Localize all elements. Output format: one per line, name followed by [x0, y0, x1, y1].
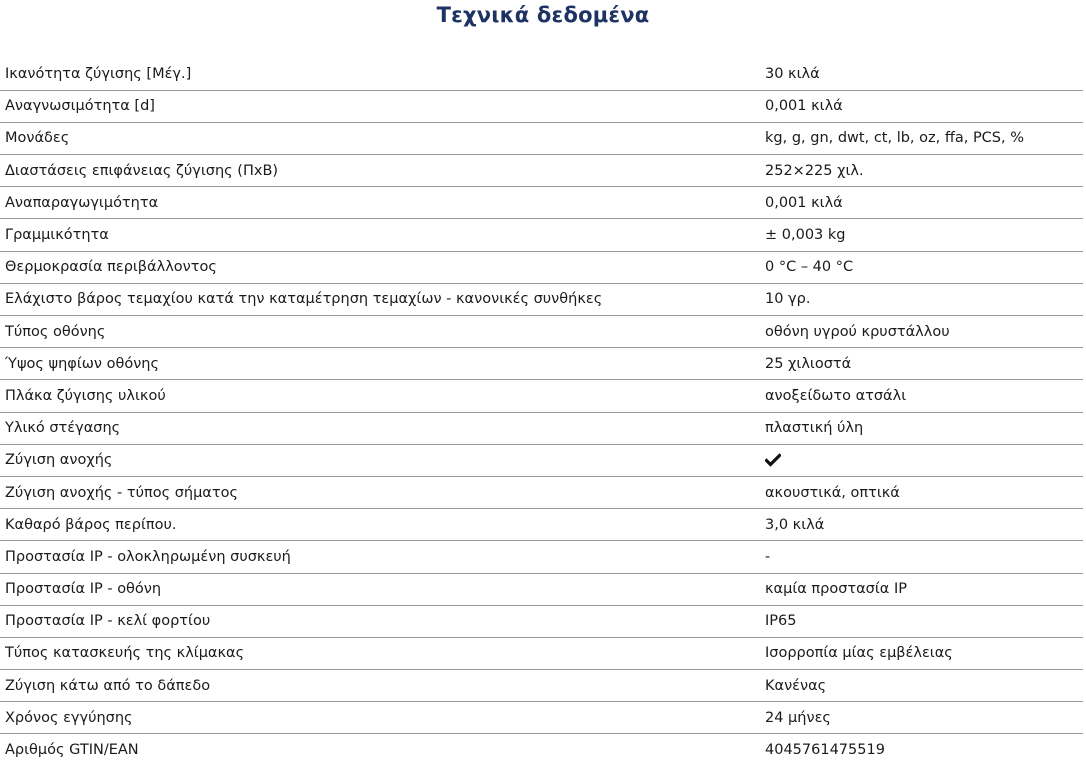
spec-row	[0, 605, 1083, 637]
spec-value: 10 γρ.	[757, 283, 1083, 315]
spec-value: οθόνη υγρού κρυστάλλου	[757, 316, 1083, 348]
spec-row	[0, 348, 1083, 380]
spec-row	[0, 380, 1083, 412]
spec-row	[0, 251, 1083, 283]
spec-value: ± 0,003 kg	[757, 219, 1083, 251]
spec-label: Πλάκα ζύγισης υλικού	[0, 380, 757, 412]
spec-row	[0, 702, 1083, 734]
page-title: Τεχνικά δεδομένα	[436, 3, 650, 27]
spec-value: IP65	[757, 605, 1083, 637]
spec-label: Ελάχιστο βάρος τεμαχίου κατά την καταμέτρηση τεμαχίων - κανονικές συνθήκες	[0, 283, 757, 315]
spec-value: 3,0 κιλά	[757, 509, 1083, 541]
spec-row	[0, 316, 1083, 348]
tech-specs-body	[0, 58, 1083, 766]
spec-value	[757, 444, 1083, 476]
spec-row	[0, 90, 1083, 122]
spec-value: πλαστική ύλη	[757, 412, 1083, 444]
spec-value: Ισορροπία μίας εμβέλειας	[757, 637, 1083, 669]
spec-row	[0, 283, 1083, 315]
spec-label: Αναγνωσιμότητα [d]	[0, 90, 757, 122]
tech-specs-table	[0, 58, 1083, 766]
spec-row	[0, 509, 1083, 541]
checkmark-icon	[765, 453, 781, 467]
spec-value: 25 χιλιοστά	[757, 348, 1083, 380]
spec-label: Ζύγιση κάτω από το δάπεδο	[0, 670, 757, 702]
spec-row	[0, 734, 1083, 766]
spec-row	[0, 541, 1083, 573]
spec-row	[0, 476, 1083, 508]
spec-row	[0, 58, 1083, 90]
spec-value: 24 μήνες	[757, 702, 1083, 734]
spec-label: Καθαρό βάρος περίπου.	[0, 509, 757, 541]
spec-label: Τύπος κατασκευής της κλίμακας	[0, 637, 757, 669]
spec-label: Προστασία IP - οθόνη	[0, 573, 757, 605]
spec-label: Θερμοκρασία περιβάλλοντος	[0, 251, 757, 283]
spec-label: Τύπος οθόνης	[0, 316, 757, 348]
spec-row	[0, 187, 1083, 219]
spec-row	[0, 670, 1083, 702]
spec-value: ακουστικά, οπτικά	[757, 476, 1083, 508]
spec-value: 0,001 κιλά	[757, 187, 1083, 219]
spec-value: Κανένας	[757, 670, 1083, 702]
spec-row	[0, 637, 1083, 669]
spec-value: -	[757, 541, 1083, 573]
spec-label: Αριθμός GTIN/EAN	[5, 742, 139, 759]
spec-label: Ζύγιση ανοχής - τύπος σήματος	[0, 476, 757, 508]
spec-label: Προστασία IP - ολοκληρωμένη συσκευή	[0, 541, 757, 573]
spec-row	[0, 155, 1083, 187]
spec-label: Ύψος ψηφίων οθόνης	[0, 348, 757, 380]
spec-label: Γραμμικότητα	[0, 219, 757, 251]
spec-label: Προστασία IP - κελί φορτίου	[0, 605, 757, 637]
spec-value: καμία προστασία IP	[757, 573, 1083, 605]
spec-value: 252×225 χιλ.	[757, 155, 1083, 187]
spec-label: Χρόνος εγγύησης	[0, 702, 757, 734]
spec-value: 30 κιλά	[757, 58, 1083, 90]
spec-label: Ικανότητα ζύγισης [Μέγ.]	[0, 58, 757, 90]
spec-row	[0, 573, 1083, 605]
spec-label: Μονάδες	[0, 122, 757, 154]
spec-value: 0,001 κιλά	[757, 90, 1083, 122]
spec-row	[0, 444, 1083, 476]
spec-row	[0, 219, 1083, 251]
spec-row	[0, 122, 1083, 154]
spec-label: Υλικό στέγασης	[0, 412, 757, 444]
spec-value: 4045761475519	[765, 742, 885, 759]
spec-label: Αναπαραγωγιμότητα	[0, 187, 757, 219]
spec-value: ανοξείδωτο ατσάλι	[757, 380, 1083, 412]
spec-row	[0, 412, 1083, 444]
spec-value: 0 °C – 40 °C	[757, 251, 1083, 283]
spec-label: Ζύγιση ανοχής	[0, 444, 757, 476]
spec-value: kg, g, gn, dwt, ct, lb, oz, ffa, PCS, %	[757, 122, 1083, 154]
spec-label: Διαστάσεις επιφάνειας ζύγισης (ΠxΒ)	[0, 155, 757, 187]
